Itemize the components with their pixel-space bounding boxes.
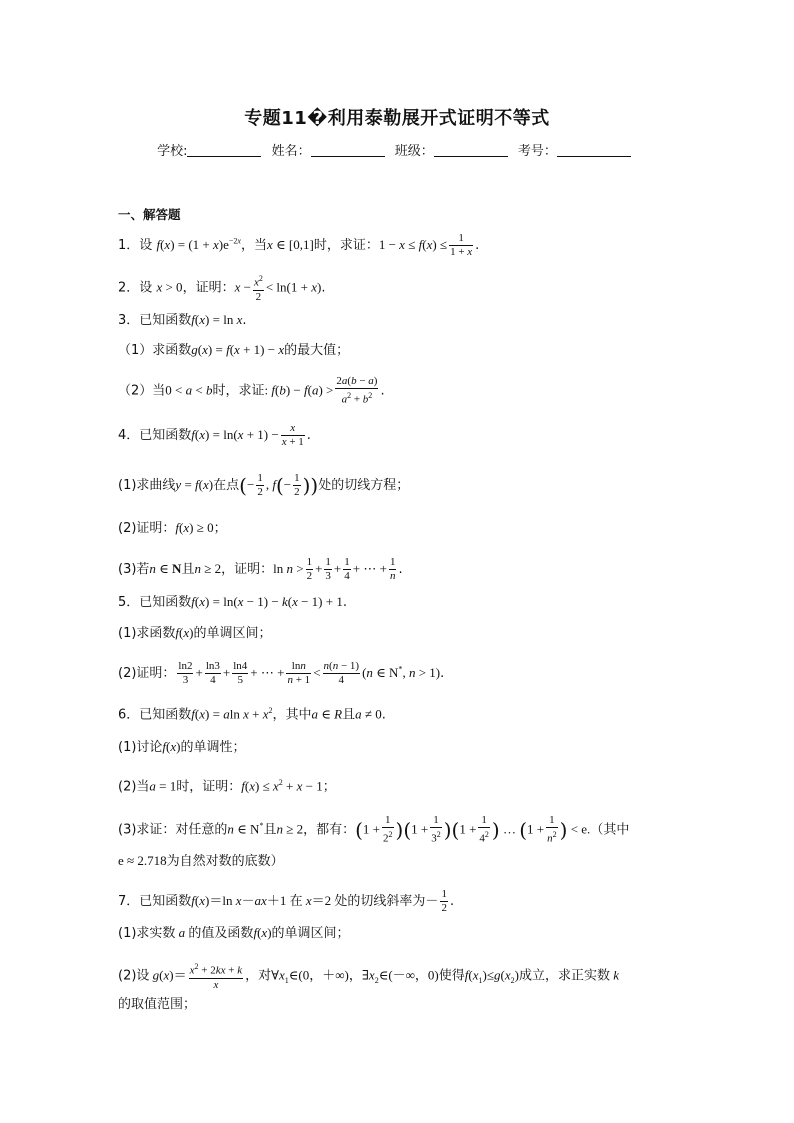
exam-blank[interactable] [557, 143, 631, 157]
problem-4-part-2: (2)证明：f(x) ≥ 0； [118, 520, 227, 536]
problem-6-part-3: (3)求证：对任意的n ∈ N*且n ≥ 2，都有：(1 + $\frac{1}{2^2}$ )(1 + $\frac{1}{3^2}$ )(1 + $\frac{1}{4^2}$ ) … (1 + $\frac{1}{n^2}$ ) < e.（其中 [118, 814, 630, 845]
class-blank[interactable] [434, 143, 508, 157]
problem-7-part-2: (2)设 g(x)＝ $\frac{x^2 + 2kx + k}{x}$ ，对$\forall x_1\in(0$，＋∞)，$\exists x_2\in(-\infty$，0)使得$f(x_1)\le g(x_2)$成立，求正实数 k [118, 962, 620, 991]
fraction: $\frac{1}{2}$ [294, 472, 300, 498]
name-label: 姓名： [271, 144, 311, 159]
problem-7-part-1: (1)求实数 a 的值及函数f(x)的单调区间； [118, 925, 350, 941]
school-label: 学校: [157, 144, 188, 159]
problem-5-part-1: (1)求函数f(x)的单调区间； [118, 625, 272, 641]
problem-2: 2．设 x > 0，证明：x − $\frac{x^2}{2}$ < ln(1 + x). [118, 274, 326, 303]
problem-4-part-1: (1)求曲线y = f(x)在点(− $\frac{1}{2}$ , f(− $\frac{1}{2}$ ))处的切线方程； [118, 472, 410, 498]
student-info-line [0, 140, 794, 159]
problem-7: 7．已知函数f(x)＝ln x－ax＋1 在 x＝2 处的切线斜率为－ $\frac{1}{2}$ . [118, 888, 455, 914]
section-heading: 一、解答题 [118, 207, 181, 222]
formula: f [156, 237, 161, 252]
problem-6-note: e ≈ 2.718为自然对数的底数） [118, 853, 284, 869]
problem-3-part-1: （1）求函数g(x) = f(x + 1) − x的最大值； [118, 342, 350, 358]
problem-7-part-2-cont: 的取值范围； [118, 997, 197, 1012]
problem-4-part-3: (3)若n ∈ N且n ≥ 2，证明：ln n > $\frac{1}{2}$ + $\frac{1}{3}$ + $\frac{1}{4}$ + ⋯ + $\frac{1}{n}$ . [118, 556, 403, 582]
problem-6-part-1: (1)讨论f(x)的单调性； [118, 739, 246, 755]
fraction: $\frac{1}{2}$ [257, 472, 263, 498]
fraction: $\frac{1}{1 + x}$ [450, 232, 473, 258]
fraction: $\frac{2a(b - a)}{a^2 + b^2}$ [336, 375, 378, 406]
problem-1: 1．设 $f(x) = (1 + x)e^{-2x}$，当x ∈ [0,1]时，求证：1 − x ≤ f(x) ≤ $\frac{1}{1 + x}$ . [118, 232, 480, 258]
class-label: 班级： [394, 144, 434, 159]
problem-6-part-2: (2)当a = 1时，证明：$f(x) \le x^2 + x - 1$； [118, 778, 336, 795]
page-title: 专题11�利用泰勒展开式证明不等式 [244, 108, 550, 129]
fraction: $\frac{x^2}{2}$ [253, 274, 263, 303]
school-blank[interactable] [187, 143, 261, 157]
name-blank[interactable] [311, 143, 385, 157]
problem-6: 6．已知函数f(x) = aln $x + x^2$，其中a ∈ R且a ≠ 0. [118, 706, 386, 723]
problem-4: 4．已知函数f(x) = ln(x + 1) − $\frac{x}{x + 1}$ . [118, 422, 311, 448]
problem-3-part-2: （2）当0 < a < b时，求证: f(b) − f(a) > $\frac{2a(b - a)}{a^2 + b^2}$ . [118, 375, 385, 406]
problem-5: 5．已知函数f(x) = ln(x − 1) − k(x − 1) + 1. [118, 594, 347, 610]
problem-3: 3．已知函数f(x) = ln x. [118, 312, 247, 328]
exam-label: 考号： [517, 144, 557, 159]
fraction: $\frac{x}{x + 1}$ [281, 422, 304, 448]
problem-5-part-2: (2)证明： $\frac{\ln 2}{3}$ + $\frac{\ln 3}{4}$ + $\frac{\ln 4}{5}$ + ⋯ + $\frac{\ln n}{n + 1}$ < $\frac{n(n - 1)}{4}$ (n ∈ N*, n > 1). [118, 660, 445, 686]
